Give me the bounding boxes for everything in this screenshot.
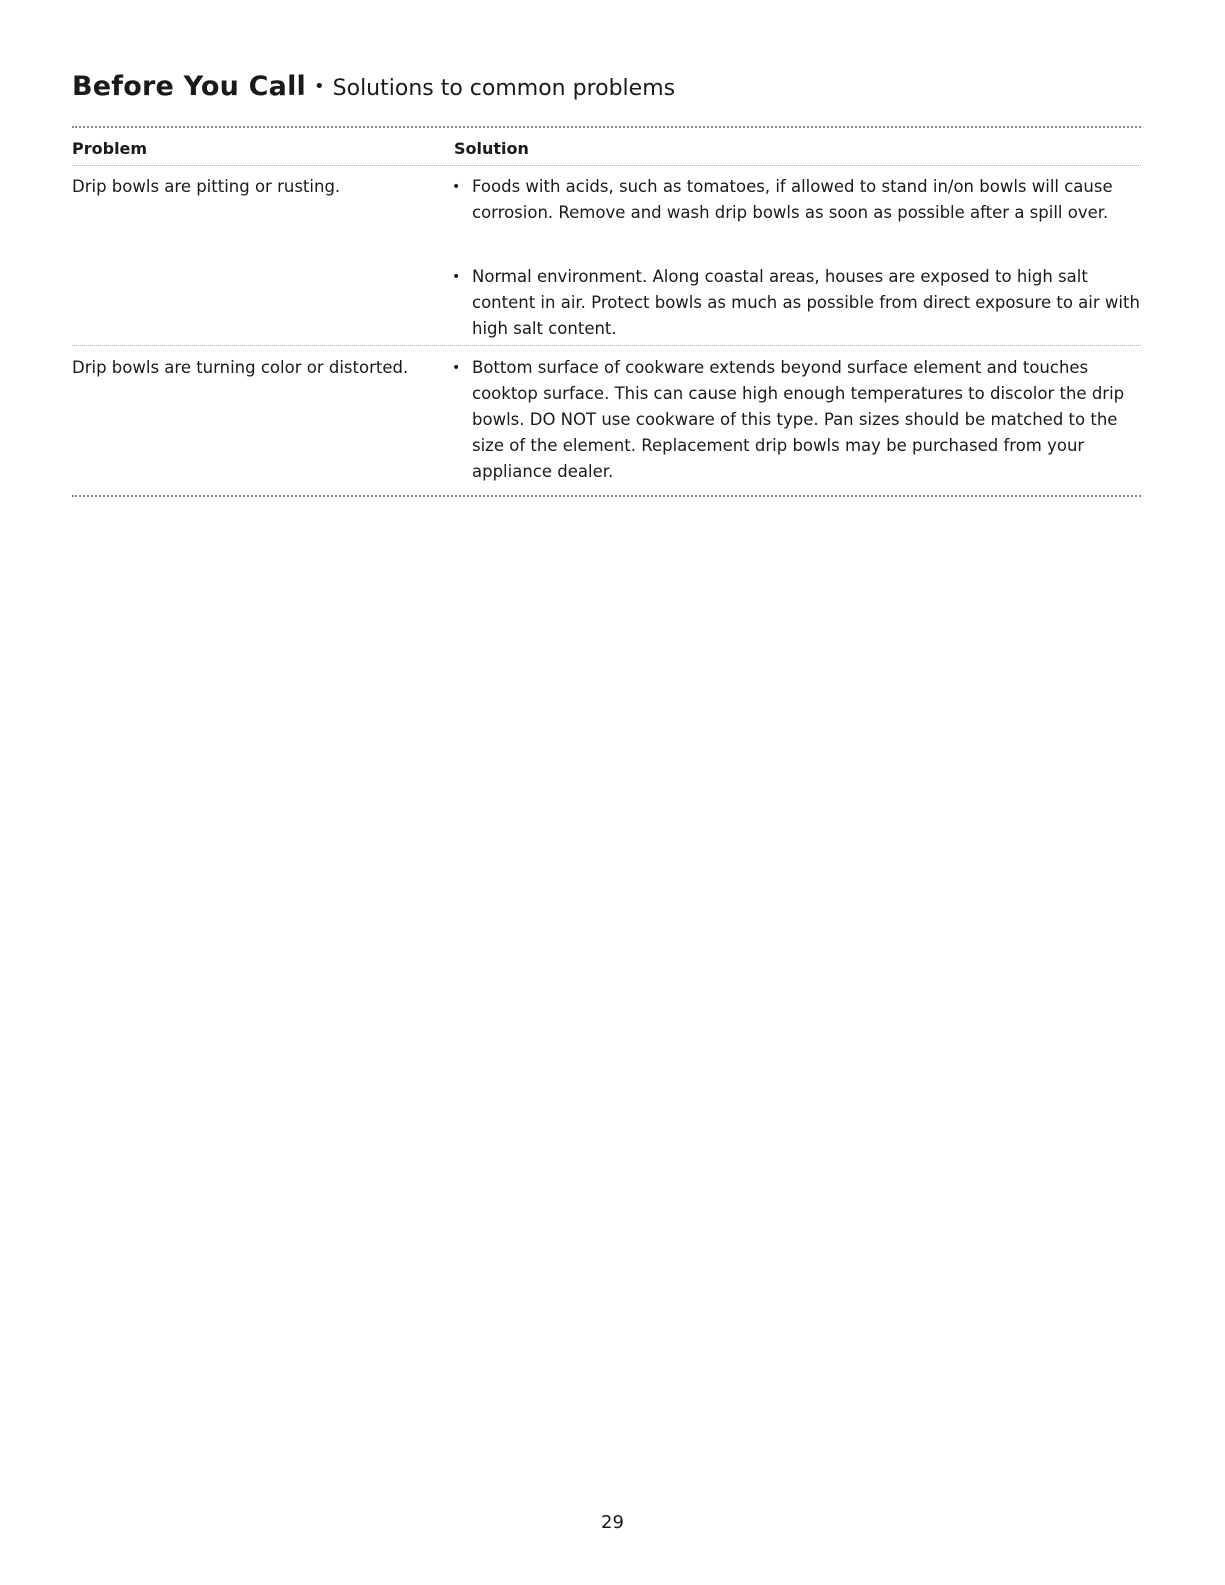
- title-subtitle: Solutions to common problems: [332, 76, 676, 101]
- page-title: [72, 70, 675, 107]
- solution-text: Normal environment. Along coastal areas, houses are exposed to high salt content in air. Protect bowls as much as possible from direct exposure to air with high salt content.: [472, 267, 1140, 338]
- table-row-1-solution-1: [452, 174, 1142, 226]
- bottom-divider: [72, 495, 1141, 497]
- header-divider: [72, 165, 1141, 166]
- page-number: 29: [601, 1512, 624, 1533]
- solution-text: Foods with acids, such as tomatoes, if allowed to stand in/on bowls will cause corrosion. Remove and wash drip bowls as soon as possible after a spill over.: [472, 177, 1113, 222]
- bullet-icon: •: [452, 360, 461, 376]
- column-header-solution: Solution: [454, 139, 529, 158]
- top-divider: [72, 126, 1141, 128]
- title-separator: •: [314, 76, 325, 97]
- bullet-icon: •: [452, 179, 461, 195]
- title-main: Before You Call: [72, 71, 307, 102]
- table-row-2-solution-1: [452, 355, 1142, 485]
- row-divider: [72, 345, 1141, 346]
- table-row-2-problem: Drip bowls are turning color or distorted.: [72, 358, 409, 377]
- table-row-1-solution-2: [452, 264, 1142, 342]
- bullet-icon: •: [452, 269, 461, 285]
- solution-text: Bottom surface of cookware extends beyond surface element and touches cooktop surface. This can cause high enough temperatures to discolor the drip bowls. DO NOT use cookware of this type. Pan sizes should be matched to the size of the element. Replacement drip bowls may be purchased from your appliance dealer.: [472, 358, 1125, 481]
- table-row-1-problem: Drip bowls are pitting or rusting.: [72, 177, 341, 196]
- column-header-problem: Problem: [72, 139, 148, 158]
